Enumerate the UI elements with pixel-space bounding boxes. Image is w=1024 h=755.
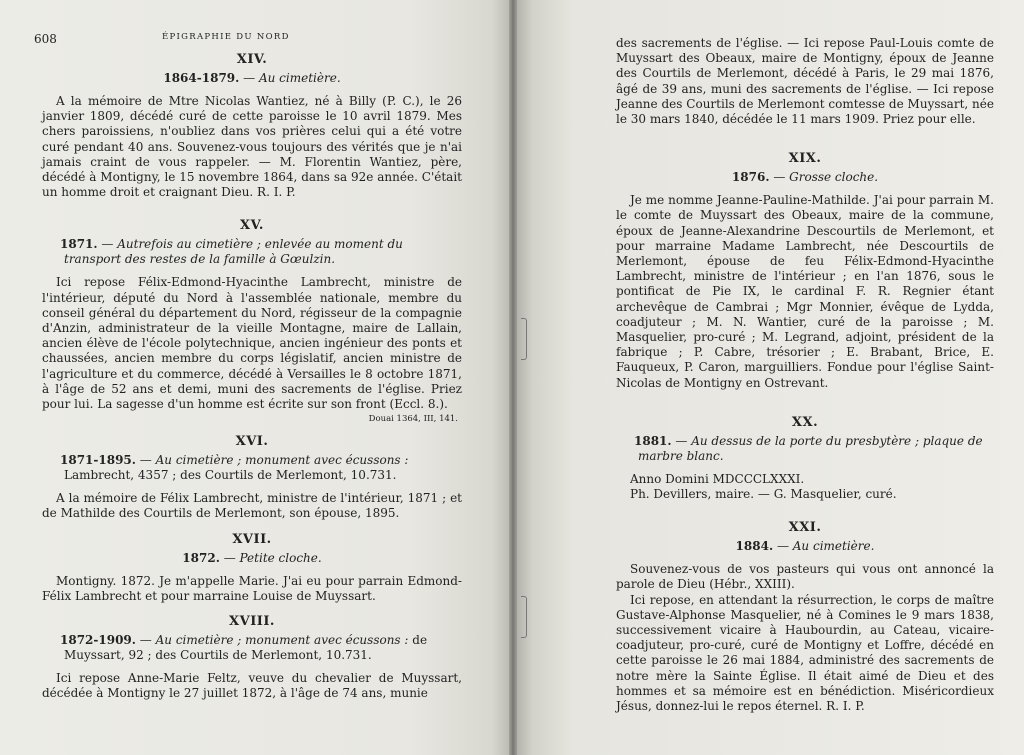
- section-caption: [616, 170, 994, 185]
- inscription-text: Ici repose, en attendant la résurrection, le corps de maître Gustave-Alphonse Masquelier, né à Comines le 9 mars 1838, successivement vicaire à Haubourdin, au Cateau, vicaire-coadjuteur, pro-curé, curé de Montigny et Loffre, décédé en cette paroisse le 26 mai 1884, administré des sacrements de notre mère la Sainte Église. Il était aimé de Dieu et des hommes et sa mémoire est en bénédiction. Miséricordieux Jésus, donnez-lui le repos éternel. R. I. P.: [616, 592, 994, 714]
- running-head: [34, 30, 462, 52]
- inscription-line: Ph. Devillers, maire. — G. Masquelier, curé.: [630, 487, 897, 502]
- inscription-text: Montigny. 1872. Je m'appelle Marie. J'ai eu pour parrain Edmond-Félix Lambrecht et pour marraine Louise de Muyssart.: [42, 573, 462, 603]
- inscription-text: A la mémoire de Félix Lambrecht, ministre de l'intérieur, 1871 ; et de Mathilde des Courtils de Merlemont, son épouse, 1895.: [42, 491, 462, 521]
- inscription-text: Souvenez-vous de vos pasteurs qui vous ont annoncé la parole de Dieu (Hébr., XXIII).: [616, 562, 994, 592]
- section-numeral: XVII.: [232, 531, 272, 547]
- section-location: — Au dessus de la porte du presbytère ; plaque de marbre blanc.: [638, 433, 983, 463]
- section-numeral: XIX.: [788, 151, 822, 167]
- section-caption: [42, 633, 462, 663]
- section-year: 1872-1909.: [60, 633, 136, 648]
- section-numeral: XVI.: [235, 434, 269, 450]
- inscription-section: [42, 52, 462, 200]
- section-location: — Autrefois au cimetière ; enlevée au moment du transport des restes de la famille à Gœulzin.: [64, 237, 403, 267]
- section-numeral: XIV.: [236, 52, 268, 67]
- section-year: 1881.: [634, 433, 672, 448]
- binding-staple: [521, 318, 527, 360]
- section-numeral: XXI.: [788, 520, 822, 536]
- source-reference: Douai 1364, III, 141.: [368, 414, 458, 425]
- section-caption: [42, 237, 462, 267]
- inscription-text: Je me nomme Jeanne-Pauline-Mathilde. J'ai pour parrain M. le comte de Muyssart des Obeaux, maire de la commune, époux de Jeanne-Alexandrine Descourtils de Merlemont, et pour marraine Madame Lambrecht, née Descourtils de Merlemont, épouse de feu Félix-Edmond-Hyacinthe Lambrecht, ministre de l'intérieur ; en l'an 1876, sous le pontificat de Pie IX, le cardinal F. R. Regnier étant archevêque de Cambrai ; Mgr Monnier, évêque de Lydda, coadjuteur ; M. N. Wantier, curé de la paroisse ; M. Masquelier, pro-curé ; M. Legrand, adjoint, président de la fabrique ; P. Cabre, trésorier ; E. Brabant, Brice, E. Fauqueux, P. Caron, marguilliers. Fondue pour l'église Saint-Nicolas de Montigny en Ostrevant.: [616, 193, 994, 390]
- section-caption: [42, 453, 462, 483]
- inscription-section: [616, 415, 994, 502]
- inscription-text: Ici repose Anne-Marie Feltz, veuve du chevalier de Muyssart, décédée à Montigny le 27 juillet 1872, à l'âge de 74 ans, munie: [42, 671, 462, 701]
- section-caption: [42, 71, 462, 86]
- inscription-section: [42, 532, 462, 604]
- section-numeral: XV.: [240, 218, 264, 234]
- section-numeral: XVIII.: [229, 614, 275, 630]
- section-year: 1864-1879.: [163, 71, 240, 85]
- inscription-section: [42, 218, 462, 424]
- section-location: — Au cimetière.: [776, 539, 875, 554]
- section-location: — Au cimetière.: [243, 71, 341, 85]
- section-heraldry: de Muyssart, 92 ; des Courtils de Merlemont, 10.731.: [64, 633, 428, 663]
- section-heraldry: Lambrecht, 4357 ; des Courtils de Merlemont, 10.731.: [64, 468, 397, 483]
- right-page: [512, 0, 1024, 755]
- inscription-text: A la mémoire de Mtre Nicolas Wantiez, né à Billy (P. C.), le 26 janvier 1809, décédé curé de cette paroisse le 10 avril 1879. Mes chers paroissiens, n'oubliez dans vos prières celui qui a été votre curé pendant 40 ans. Souvenez-vous toujours des vérités que je n'ai jamais craint de vous rappeler. — M. Florentin Wantiez, père, décédé à Montigny, le 15 novembre 1864, dans sa 92e année. C'était un homme droit et craignant Dieu. R. I. P.: [42, 94, 462, 200]
- inscription-line: Anno Domini MDCCCLXXXI.: [630, 471, 805, 486]
- section-caption: [616, 539, 994, 554]
- book-spine: [509, 0, 517, 755]
- continuation-text: des sacrements de l'église. — Ici repose Paul-Louis comte de Muyssart des Obeaux, maire de Montigny, époux de Jeanne des Courtils de Merlemont, décédé à Paris, le 29 mai 1876, âgé de 39 ans, muni des sacrements de l'église. — Ici repose Jeanne des Courtils de Merlemont comtesse de Muyssart, née le 30 mars 1840, décédée le 11 mars 1909. Priez pour elle.: [616, 36, 994, 127]
- section-location: — Au cimetière ; monument avec écussons :: [139, 633, 409, 648]
- section-year: 1876.: [731, 170, 770, 185]
- section-numeral: XX.: [791, 414, 819, 430]
- running-title: ÉPIGRAPHIE DU NORD: [162, 32, 290, 42]
- section-caption: [616, 434, 994, 464]
- inscription-section: [42, 434, 462, 521]
- section-caption: [42, 551, 462, 566]
- inscription-section: [42, 614, 462, 701]
- section-year: 1871-1895.: [60, 453, 136, 468]
- section-location: — Petite cloche.: [223, 550, 322, 565]
- inscription-section: [616, 151, 994, 391]
- page-number: 608: [34, 32, 57, 46]
- section-location: — Au cimetière ; monument avec écussons :: [139, 453, 409, 468]
- inscription-section: [616, 520, 994, 714]
- section-year: 1871.: [60, 237, 98, 252]
- section-location: — Grosse cloche.: [773, 170, 879, 185]
- section-year: 1872.: [182, 550, 220, 565]
- binding-staple: [521, 596, 527, 638]
- inscription-text: Ici repose Félix-Edmond-Hyacinthe Lambrecht, ministre de l'intérieur, député du Nord à l'assemblée nationale, membre du conseil général du département du Nord, régisseur de la compagnie d'Anzin, administrateur de la vieille Montagne, maire de Lallain, ancien élève de l'école polytechnique, ancien ingénieur des ponts et chaussées, ancien membre du corps législatif, ancien ministre de l'agriculture et du commerce, décédé à Versailles le 8 octobre 1871, à l'âge de 52 ans et demi, muni des sacrements de l'église. Priez pour lui. La sagesse d'un homme est écrite sur son front (Eccl. 8.).: [42, 275, 462, 412]
- section-year: 1884.: [735, 539, 774, 554]
